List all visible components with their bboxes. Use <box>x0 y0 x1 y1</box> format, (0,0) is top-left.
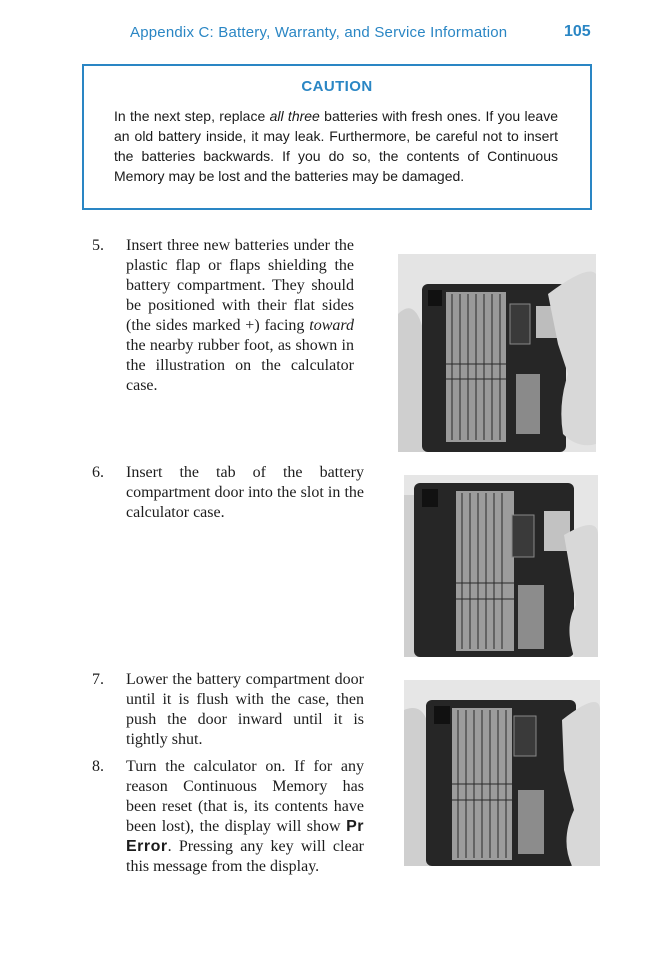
step-emphasis: toward <box>309 317 354 334</box>
display-message: Pr Error <box>126 818 364 855</box>
step-text-part: . Pressing any key will clear this message from the display. <box>126 838 364 875</box>
door-closed-photo <box>404 680 600 866</box>
header-title: Appendix C: Battery, Warranty, and Service Information <box>130 24 508 41</box>
caution-text <box>114 106 558 186</box>
step-text <box>126 757 364 877</box>
caution-box <box>82 64 592 210</box>
calculator-back-illustration <box>404 680 600 866</box>
step-text-part: Insert three new batteries under the plastic flap or flaps shielding the battery compartment. They should be positioned with their flat sides (the sides marked +) facing <box>126 237 354 334</box>
step-number: 8. <box>92 758 104 775</box>
step-text-part: Turn the calculator on. If for any reason Continuous Memory has been reset (that is, its contents have been lost), the display will show <box>126 758 364 835</box>
step-number: 5. <box>92 237 104 254</box>
step-text: Insert the tab of the battery compartment door into the slot in the calculator case. <box>126 464 364 521</box>
step-number: 7. <box>92 671 104 688</box>
page-header <box>0 24 666 46</box>
calculator-back-illustration <box>404 475 598 657</box>
caution-text-part: In the next step, replace <box>114 108 270 124</box>
caution-title: CAUTION <box>301 78 373 95</box>
step-text-part: the nearby rubber foot, as shown in the illustration on the calculator case. <box>126 337 354 394</box>
step-text: Lower the battery compartment door until it is flush with the case, then push the door inward until it is tightly shut. <box>126 671 364 748</box>
page-number: 105 <box>564 23 591 40</box>
battery-insert-photo <box>398 254 596 452</box>
step-text <box>126 236 354 396</box>
caution-text-part: batteries with fresh ones. If you leave an old battery inside, it may leak. Furthermore, be careful not to insert the batteries backwards. If you do so, the contents of Continuous Memory may be lost and the batteries may be damaged. <box>114 108 559 184</box>
door-tab-photo <box>404 475 598 657</box>
caution-emphasis: all three <box>269 108 320 124</box>
calculator-back-illustration <box>398 254 596 452</box>
step-number: 6. <box>92 464 104 481</box>
